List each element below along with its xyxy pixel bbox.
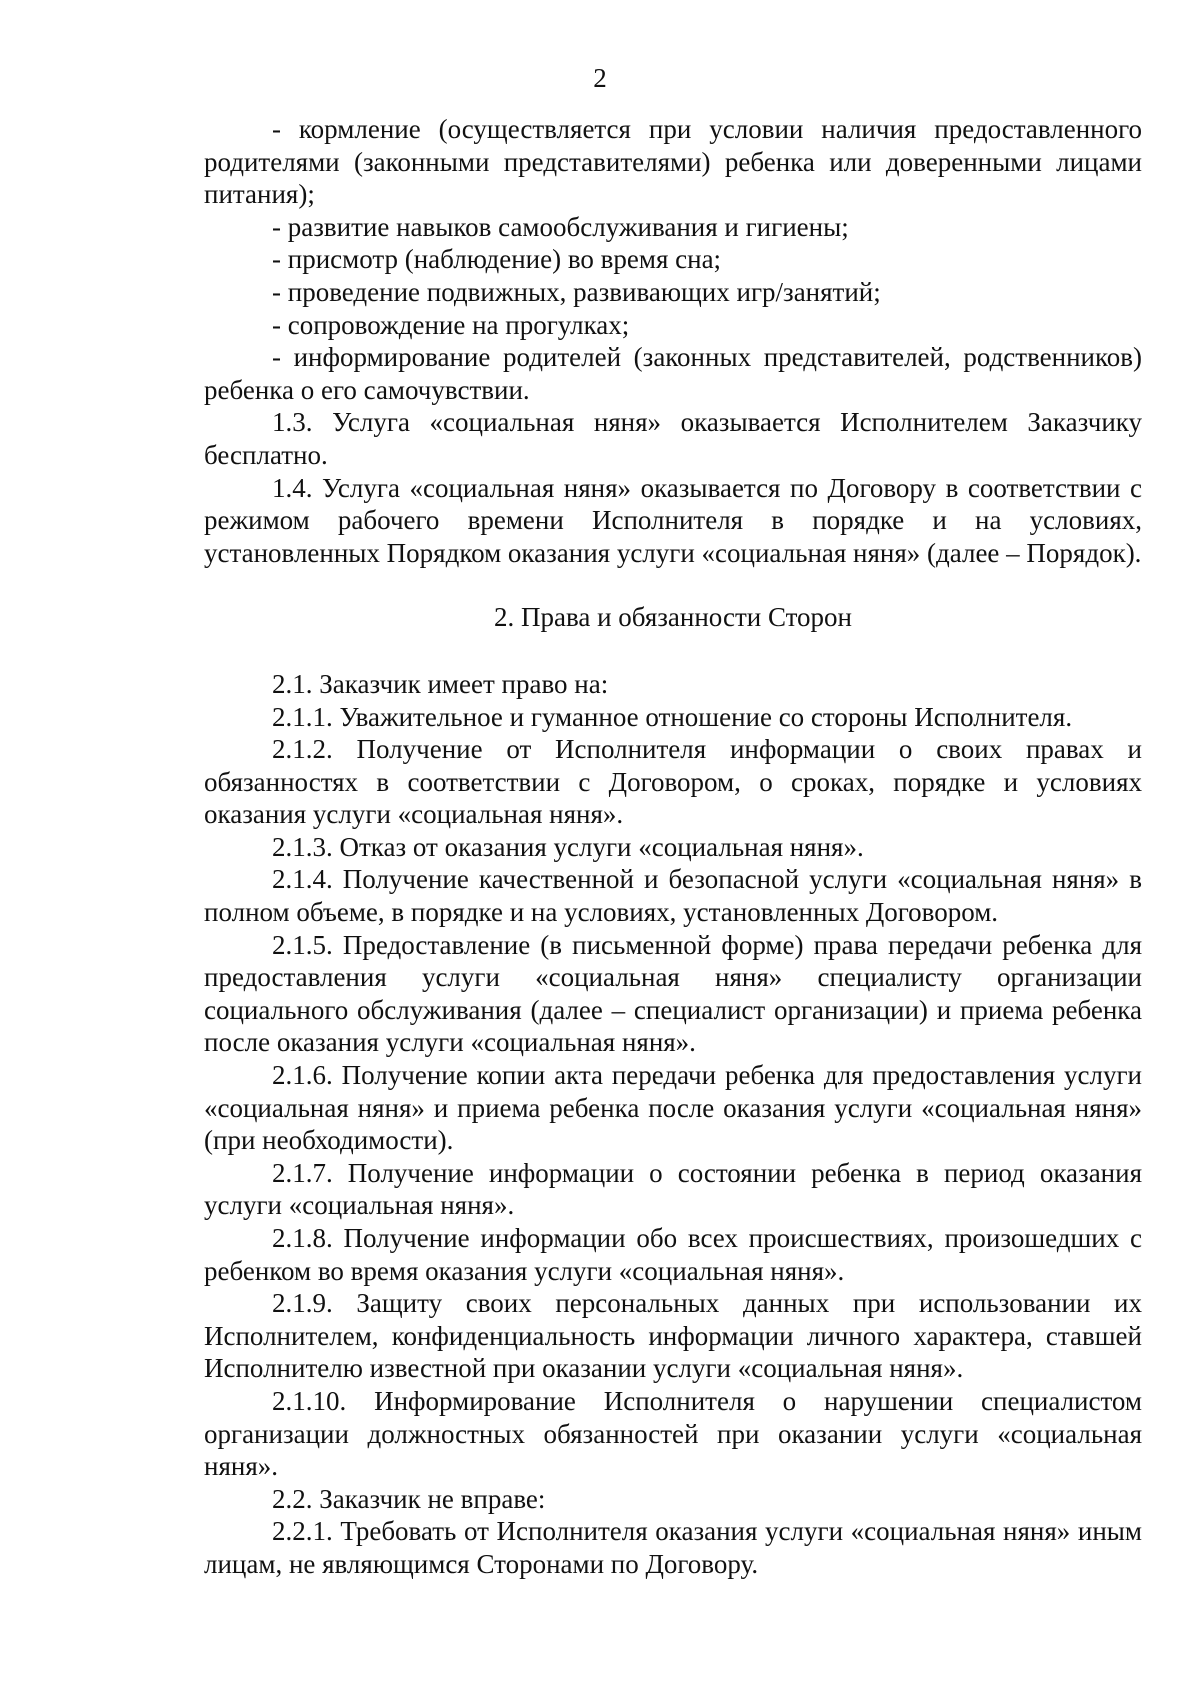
clause-2-1: 2.1. Заказчик имеет право на:: [272, 668, 609, 699]
list-item-informing: - информирование родителей (законных представителей, родственников) ребенка о его самочувствии.: [204, 342, 1142, 405]
clause-2-1-10: 2.1.10. Информирование Исполнителя о нарушении специалистом организации должностных обязанностей при оказании услуги «социальная няня».: [204, 1385, 1142, 1482]
section-title: 2. Права и обязанности Сторон: [493, 602, 853, 633]
clause-1-3: 1.3. Услуга «социальная няня» оказывается Исполнителем Заказчику бесплатно.: [204, 407, 1142, 470]
page-number: 2: [593, 63, 607, 93]
list-item-walks: - сопровождение на прогулках;: [272, 309, 630, 340]
list-item-feeding: - кормление (осуществляется при условии наличия предоставленного родителями (законными представителями) ребенка или доверенными лицами питания);: [204, 114, 1142, 210]
document-body: [204, 113, 1142, 1581]
clause-2-1-6: 2.1.6. Получение копии акта передачи ребенка для предоставления услуги «социальная няня» и приема ребенка после оказания услуги «социальная няня» (при необходимости).: [204, 1060, 1142, 1156]
clause-2-1-1: 2.1.1. Уважительное и гуманное отношение со стороны Исполнителя.: [272, 701, 1073, 732]
clause-2-1-9: 2.1.9. Защиту своих персональных данных при использовании их Исполнителем, конфиденциальность информации личного характера, ставшей Исполнителю известной при оказании услуги «социальная няня».: [204, 1288, 1142, 1384]
clause-2-1-5: 2.1.5. Предоставление (в письменной форме) права передачи ребенка для предоставления услуги «социальная няня» специалисту организации социального обслуживания (далее – специалист организации) и приема ребенка после оказания услуги «социальная няня».: [204, 929, 1142, 1058]
clause-2-1-2: 2.1.2. Получение от Исполнителя информации о своих правах и обязанностях в соответствии с Договором, о сроках, порядке и условиях оказания услуги «социальная няня».: [204, 734, 1142, 830]
clause-2-1-3: 2.1.3. Отказ от оказания услуги «социальная няня».: [272, 831, 864, 862]
clause-1-4: 1.4. Услуга «социальная няня» оказывается по Договору в соответствии с режимом рабочего времени Исполнителя в порядке и на условиях, установленных Порядком оказания услуги «социальная няня» (далее – Порядок).: [204, 472, 1142, 568]
clause-2-2-1: 2.2.1. Требовать от Исполнителя оказания услуги «социальная няня» иным лицам, не являющимся Сторонами по Договору.: [204, 1516, 1142, 1579]
clause-2-1-8: 2.1.8. Получение информации обо всех происшествиях, произошедших с ребенком во время оказания услуги «социальная няня».: [204, 1223, 1142, 1286]
clause-2-2: 2.2. Заказчик не вправе:: [272, 1483, 546, 1514]
list-item-sleep-supervision: - присмотр (наблюдение) во время сна;: [272, 244, 722, 275]
list-item-self-care: - развитие навыков самообслуживания и гигиены;: [272, 211, 849, 242]
clause-2-1-4: 2.1.4. Получение качественной и безопасной услуги «социальная няня» в полном объеме, в порядке и на условиях, установленных Договором.: [204, 864, 1142, 928]
clause-2-1-7: 2.1.7. Получение информации о состоянии ребенка в период оказания услуги «социальная няня».: [204, 1157, 1142, 1221]
list-item-games: - проведение подвижных, развивающих игр/занятий;: [272, 276, 881, 307]
